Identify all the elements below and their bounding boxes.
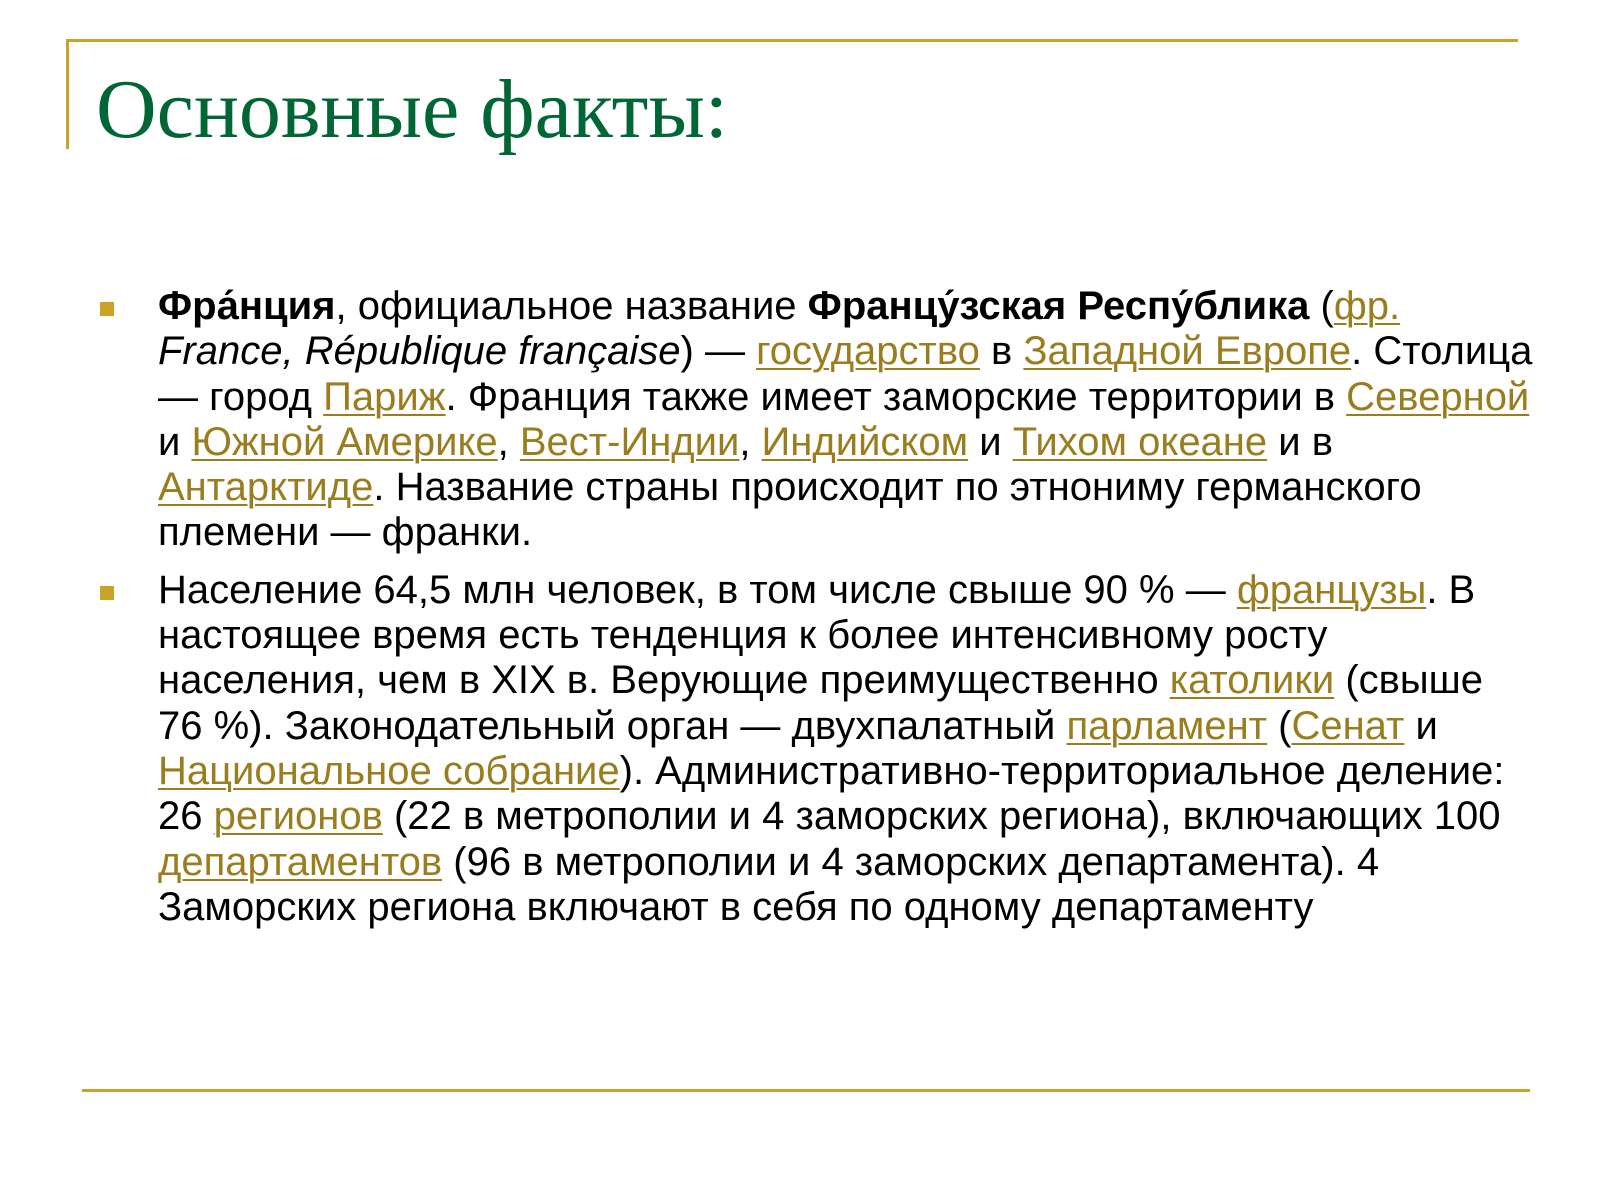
text-segment: ) —	[680, 329, 757, 374]
text-segment: ,	[497, 419, 520, 464]
text-segment: (96 в метрополии и 4 заморских департамента). 4 Заморских региона включают в себя по одному департаменту	[158, 839, 1380, 929]
link-south-america[interactable]: Южной Америке	[191, 419, 498, 464]
link-pacific-ocean[interactable]: Тихом океане	[1012, 419, 1268, 464]
link-north-america[interactable]: Северной	[1346, 374, 1530, 419]
link-national-assembly[interactable]: Национальное собрание	[158, 748, 620, 793]
text-segment: ,	[739, 419, 762, 464]
text-segment: и	[968, 419, 1013, 464]
link-regions[interactable]: регионов	[213, 794, 383, 839]
text-segment: . Столица — город	[158, 329, 1533, 419]
text-segment: . Название страны происходит по этнониму германского племени — франки.	[158, 465, 1422, 555]
text-segment: . В настоящее время есть тенденция к более интенсивному росту населения, чем в XIX в. Верующие преимущественно	[158, 567, 1476, 703]
text-segment: (свыше 76 %). Законодательный орган — двухпалатный	[158, 658, 1483, 748]
text-segment: (22 в метрополии и 4 заморских региона), включающих 100	[382, 794, 1501, 839]
link-french-language[interactable]: фр.	[1333, 284, 1401, 328]
bullet-item-france-overview	[96, 284, 1536, 556]
link-parliament[interactable]: парламент	[1066, 703, 1267, 748]
link-west-indies[interactable]: Вест-Индии	[519, 419, 740, 464]
text-segment: , официальное название	[335, 284, 808, 328]
bullet-item-population	[96, 568, 1536, 930]
link-antarctica[interactable]: Антарктиде	[158, 465, 374, 510]
square-bullet-icon	[100, 586, 114, 600]
country-name-text: Фра́нция	[158, 284, 336, 328]
text-segment: и	[158, 419, 192, 464]
link-paris[interactable]: Париж	[323, 374, 446, 419]
text-segment: (	[1309, 284, 1334, 328]
text-segment: и	[1404, 703, 1438, 748]
text-segment: и в	[1267, 419, 1333, 464]
link-catholics[interactable]: католики	[1169, 658, 1335, 703]
french-name-text: France, République française	[158, 329, 681, 374]
text-segment: ). Административно-территориальное деление: 26	[158, 748, 1505, 839]
text-segment: (	[1267, 703, 1292, 748]
left-accent-rule	[66, 39, 69, 149]
text-segment: . Франция также имеет заморские территории в	[445, 374, 1347, 419]
official-name-text: Францу́зская Респу́блика	[807, 284, 1310, 328]
link-indian-ocean[interactable]: Индийском	[761, 419, 969, 464]
top-accent-rule	[66, 39, 1518, 42]
link-senate[interactable]: Сенат	[1291, 703, 1405, 748]
link-french-people[interactable]: французы	[1236, 567, 1427, 612]
text-segment: в	[979, 329, 1024, 374]
square-bullet-icon	[100, 302, 114, 316]
slide-title: Основные факты:	[96, 63, 729, 156]
link-state[interactable]: государство	[756, 329, 980, 374]
text-segment: Население 64,5 млн человек, в том числе свыше 90 % —	[158, 567, 1237, 612]
link-departments[interactable]: департаментов	[158, 839, 443, 884]
link-western-europe[interactable]: Западной Европе	[1023, 329, 1352, 374]
bottom-accent-rule	[82, 1089, 1530, 1092]
slide-body	[96, 284, 1536, 942]
